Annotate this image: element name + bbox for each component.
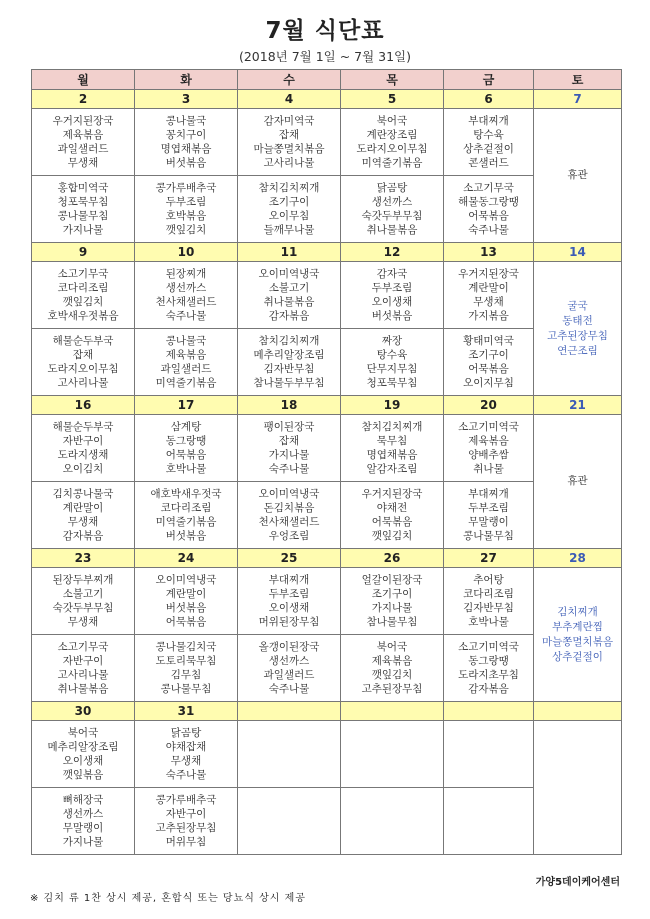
dish-item: 삼계탕 (170, 420, 202, 433)
weekday-fri: 금 (444, 70, 534, 90)
dish-item: 숙갓두부무침 (52, 602, 114, 614)
dish-item: 가지나물 (62, 224, 104, 237)
date-cell: 5 (341, 90, 444, 109)
dish-item: 추어탕 (473, 573, 504, 586)
dinner-menu-cell (341, 635, 444, 702)
dish-item: 황태미역국 (463, 334, 514, 347)
date-cell: 7 (534, 90, 622, 109)
dish-item: 감자국 (376, 267, 408, 280)
date-cell: 16 (32, 396, 135, 415)
dish-item: 참나물무침 (366, 616, 418, 629)
dish-item: 홍합미역국 (57, 181, 109, 194)
dish-item: 참치김치찌개 (258, 181, 320, 194)
date-cell: 23 (32, 549, 135, 568)
dish-item: 고사리나물 (57, 669, 109, 681)
dinner-menu-cell (135, 482, 238, 549)
dish-item: 무생채 (170, 755, 202, 767)
dish-item: 들깨무나물 (263, 224, 315, 237)
date-cell: 11 (238, 243, 341, 262)
lunch-menu-cell (135, 262, 238, 329)
dish-item: 취나물볶음 (263, 296, 315, 308)
dish-item: 오이미역냉국 (258, 487, 320, 500)
center-name: 가양5데이케어센터 (535, 877, 620, 888)
dish-item: 무생채 (473, 296, 504, 308)
dish-item: 콩가루배추국 (155, 181, 217, 194)
dish-item: 오이생채 (268, 602, 310, 614)
weekday-sat: 토 (534, 70, 622, 90)
dish-item: 무말랭이 (62, 822, 104, 834)
saturday-menu-cell (534, 568, 622, 702)
dish-item: 천사채샐러드 (258, 516, 320, 528)
dish-item: 뼈해장국 (62, 793, 104, 806)
dish-item: 호박나물 (165, 463, 207, 476)
dish-item: 버섯볶음 (165, 602, 207, 614)
dish-item: 명엽채볶음 (366, 449, 418, 461)
dish-item: 묵무침 (376, 434, 408, 447)
lunch-menu-cell (238, 568, 341, 635)
dish-item: 잡채 (72, 348, 94, 361)
date-cell: 4 (238, 90, 341, 109)
dish-item: 팽이된장국 (263, 420, 315, 433)
dish-item: 콩나물김치국 (155, 640, 217, 653)
dinner-menu-cell (135, 635, 238, 702)
dish-item: 계란말이 (62, 501, 104, 514)
dinner-menu-cell (444, 176, 534, 243)
lunch-row (32, 415, 622, 482)
dish-item: 오이김치 (62, 463, 104, 476)
weekday-mon: 월 (32, 70, 135, 90)
weekday-thu: 목 (341, 70, 444, 90)
dish-item: 제육볶음 (468, 434, 509, 447)
dinner-menu-cell (32, 329, 135, 396)
dish-item: 김자반무침 (463, 602, 514, 614)
dish-item: 도토리묵무침 (155, 654, 217, 667)
dish-item: 가지나물 (371, 602, 413, 614)
lunch-menu-cell (32, 109, 135, 176)
date-cell: 6 (444, 90, 534, 109)
dish-item: 닭곰탕 (376, 181, 408, 194)
dish-item: 콩나물무침 (57, 210, 109, 222)
dish-item: 소고기무국 (57, 267, 109, 280)
dish-item: 소고기미역국 (458, 420, 519, 433)
lunch-row (32, 262, 622, 329)
weekday-wed: 수 (238, 70, 341, 90)
saturday-menu-cell (534, 415, 622, 549)
dish-item: 메추리알장조림 (253, 348, 325, 361)
saturday-menu-cell (534, 262, 622, 396)
dinner-menu-cell (135, 788, 238, 855)
weekday-tue: 화 (135, 70, 238, 90)
dish-item: 소불고기 (62, 587, 104, 600)
dinner-menu-cell (135, 176, 238, 243)
date-cell: 21 (534, 396, 622, 415)
dish-item: 김치찌개 (557, 605, 598, 618)
dish-item: 해물순두부국 (52, 334, 114, 347)
dish-item: 소고기미역국 (458, 640, 519, 653)
dinner-menu-cell (32, 788, 135, 855)
dish-item: 북어국 (376, 114, 408, 127)
date-cell: 14 (534, 243, 622, 262)
lunch-menu-cell (32, 721, 135, 788)
date-cell: 27 (444, 549, 534, 568)
dish-item: 메추리알장조림 (47, 740, 119, 753)
dish-item: 깻잎김치 (371, 669, 413, 681)
lunch-menu-cell (238, 415, 341, 482)
dish-item: 동태전 (562, 314, 593, 327)
dish-item: 제육볶음 (165, 348, 207, 361)
date-cell: 10 (135, 243, 238, 262)
dish-item: 애호박새우젓국 (150, 487, 222, 500)
dish-item: 해물동그랑땡 (458, 195, 519, 208)
dish-item: 조기구이 (468, 348, 509, 361)
dinner-row (32, 329, 622, 396)
dish-item: 고사리나물 (263, 157, 315, 170)
date-cell: 9 (32, 243, 135, 262)
dish-item: 짜장 (381, 334, 403, 347)
lunch-menu-cell (32, 568, 135, 635)
dish-item: 콘샐러드 (468, 157, 509, 170)
dish-item: 우거지된장국 (458, 267, 519, 280)
date-cell: 13 (444, 243, 534, 262)
dinner-row (32, 176, 622, 243)
dish-item: 가지나물 (268, 449, 310, 461)
empty-cell (238, 721, 341, 788)
dish-item: 가지나물 (62, 836, 104, 849)
dish-item: 버섯볶음 (165, 157, 207, 170)
dish-item: 취나물 (473, 463, 504, 476)
date-row (32, 396, 622, 415)
dish-item: 참치김치찌개 (258, 334, 320, 347)
dish-item: 숙갓두부무침 (361, 210, 423, 222)
lunch-menu-cell (238, 109, 341, 176)
dish-item: 가지볶음 (468, 310, 509, 323)
dish-item: 오이지무침 (463, 377, 514, 390)
dish-item: 어묵볶음 (165, 449, 207, 461)
dinner-menu-cell (32, 482, 135, 549)
dish-item: 야채잡채 (165, 740, 207, 753)
dish-item: 마늘쫑멸치볶음 (253, 143, 325, 155)
dish-item: 단무지무침 (366, 363, 418, 375)
dish-item: 부추계란찜 (552, 620, 603, 633)
dish-item: 우거지된장국 (361, 487, 423, 500)
dish-item: 오이생채 (371, 296, 413, 308)
dish-item: 감자볶음 (468, 683, 509, 696)
dish-item: 숙주나물 (268, 463, 310, 476)
empty-cell (341, 788, 444, 855)
dish-item: 마늘쫑멸치볶음 (541, 635, 613, 648)
date-range-subtitle: (2018년 7월 1일 ~ 7월 31일) (238, 49, 412, 64)
dish-item: 된장두부찌개 (52, 573, 114, 586)
dish-item: 생선까스 (371, 195, 413, 208)
dish-item: 미역줄기볶음 (155, 377, 217, 390)
date-cell: 28 (534, 549, 622, 568)
lunch-menu-cell (135, 721, 238, 788)
lunch-menu-cell (444, 262, 534, 329)
page-title: 7월 식단표 (265, 18, 385, 44)
dish-item: 생선까스 (62, 807, 104, 820)
date-cell: 18 (238, 396, 341, 415)
dish-item: 계란장조림 (366, 128, 418, 141)
dish-item: 소고기무국 (57, 640, 109, 653)
closed-label: 휴관 (567, 169, 588, 181)
dish-item: 얼갈이된장국 (361, 573, 423, 586)
dish-item: 과일샐러드 (160, 363, 212, 375)
dish-item: 두부조림 (468, 501, 509, 514)
dish-item: 콩나물무침 (463, 530, 514, 543)
lunch-menu-cell (341, 568, 444, 635)
date-cell: 30 (32, 702, 135, 721)
date-cell: 31 (135, 702, 238, 721)
dinner-menu-cell (135, 329, 238, 396)
dinner-menu-cell (444, 482, 534, 549)
lunch-menu-cell (341, 262, 444, 329)
dinner-row (32, 635, 622, 702)
lunch-menu-cell (444, 109, 534, 176)
dish-item: 북어국 (376, 640, 408, 653)
dish-item: 조기구이 (371, 587, 413, 600)
dish-item: 콩가루배추국 (155, 793, 217, 806)
dish-item: 소불고기 (268, 281, 310, 294)
date-cell: 26 (341, 549, 444, 568)
footnote: ※ 김치 류 1찬 상시 제공, 혼합식 또는 당뇨식 상시 제공 (30, 893, 306, 904)
dish-item: 무생채 (67, 157, 99, 170)
menu-table (31, 69, 622, 855)
dish-item: 고추된장무침 (155, 822, 217, 834)
dish-item: 숙주나물 (165, 769, 207, 782)
dish-item: 감자볶음 (268, 310, 310, 323)
dish-item: 부대찌개 (468, 114, 509, 127)
empty-cell (341, 721, 444, 788)
lunch-menu-cell (135, 109, 238, 176)
dish-item: 소고기무국 (463, 181, 514, 194)
dish-item: 머위된장무침 (258, 616, 320, 629)
dish-item: 북어국 (67, 726, 99, 739)
dish-item: 생선까스 (268, 654, 310, 667)
dish-item: 천사채샐러드 (155, 296, 217, 308)
lunch-row (32, 721, 622, 788)
weekday-header-row (32, 70, 622, 90)
dinner-menu-cell (238, 176, 341, 243)
dish-item: 야채전 (376, 501, 408, 514)
dinner-menu-cell (444, 329, 534, 396)
dish-item: 연근조림 (557, 344, 598, 357)
dish-item: 고추된장무침 (547, 329, 608, 342)
dish-item: 고추된장무침 (361, 683, 423, 696)
dish-item: 호박볶음 (165, 210, 207, 222)
lunch-menu-cell (444, 415, 534, 482)
dish-item: 청포묵무침 (366, 377, 418, 390)
dish-item: 청포묵무침 (57, 195, 109, 208)
lunch-menu-cell (32, 262, 135, 329)
dish-item: 김무침 (170, 669, 202, 681)
date-row (32, 243, 622, 262)
dish-item: 호박새우젓볶음 (47, 310, 119, 323)
dish-item: 오이무침 (268, 210, 310, 222)
lunch-menu-cell (341, 109, 444, 176)
dinner-row (32, 482, 622, 549)
lunch-menu-cell (135, 415, 238, 482)
dish-item: 잡채 (278, 434, 300, 447)
dish-item: 도라지초무침 (458, 669, 519, 681)
dinner-menu-cell (341, 482, 444, 549)
closed-label: 휴관 (567, 475, 588, 487)
dish-item: 부대찌개 (468, 487, 509, 500)
date-row (32, 90, 622, 109)
dish-item: 자반구이 (62, 654, 104, 667)
dish-item: 동그랑땡 (468, 654, 509, 667)
dinner-menu-cell (238, 482, 341, 549)
dish-item: 올갱이된장국 (258, 640, 320, 653)
dish-item: 해물순두부국 (52, 420, 114, 433)
dish-item: 양배추쌈 (468, 449, 509, 461)
dish-item: 두부조림 (268, 587, 310, 600)
dish-item: 두부조림 (371, 281, 413, 294)
dish-item: 자반구이 (62, 434, 104, 447)
dish-item: 계란말이 (468, 281, 509, 294)
date-cell: 24 (135, 549, 238, 568)
dish-item: 무생채 (67, 616, 99, 629)
dish-item: 어묵볶음 (165, 616, 207, 629)
dinner-menu-cell (32, 635, 135, 702)
dish-item: 도라지오이무침 (356, 143, 428, 155)
date-cell (341, 702, 444, 721)
dinner-menu-cell (341, 176, 444, 243)
dish-item: 코다리조림 (57, 281, 109, 294)
dish-item: 무말랭이 (468, 516, 509, 528)
lunch-row (32, 109, 622, 176)
lunch-menu-cell (341, 415, 444, 482)
date-cell: 12 (341, 243, 444, 262)
dish-item: 오이미역냉국 (155, 573, 217, 586)
dish-item: 숙주나물 (165, 310, 207, 323)
lunch-menu-cell (238, 262, 341, 329)
date-cell (238, 702, 341, 721)
lunch-row (32, 568, 622, 635)
saturday-menu-cell (534, 109, 622, 243)
dish-item: 조기구이 (268, 195, 310, 208)
dinner-menu-cell (341, 329, 444, 396)
empty-cell (444, 788, 534, 855)
date-cell: 2 (32, 90, 135, 109)
dinner-row (32, 788, 622, 855)
dish-item: 미역줄기볶음 (155, 516, 217, 528)
dish-item: 숙주나물 (468, 224, 509, 237)
dish-item: 제육볶음 (371, 654, 413, 667)
dish-item: 도라지생채 (57, 449, 109, 461)
dish-item: 명엽채볶음 (160, 143, 212, 155)
dish-item: 머위무침 (165, 836, 207, 849)
dinner-menu-cell (444, 635, 534, 702)
dish-item: 상추겉절이 (552, 650, 603, 663)
dish-item: 감자볶음 (62, 530, 104, 543)
date-cell: 3 (135, 90, 238, 109)
dish-item: 탕수육 (376, 348, 408, 361)
date-cell: 19 (341, 396, 444, 415)
date-cell: 20 (444, 396, 534, 415)
dish-item: 꽁치구이 (165, 128, 207, 141)
dish-item: 잡채 (278, 128, 300, 141)
empty-cell (444, 721, 534, 788)
dish-item: 김자반무침 (263, 363, 315, 375)
empty-cell (534, 721, 622, 855)
date-cell (534, 702, 622, 721)
menu-body (32, 90, 622, 855)
dish-item: 미역줄기볶음 (361, 157, 423, 170)
dish-item: 콩나물국 (165, 114, 207, 127)
dish-item: 탕수육 (473, 128, 504, 141)
date-row (32, 549, 622, 568)
dish-item: 돈김치볶음 (263, 501, 315, 514)
dish-item: 과일샐러드 (263, 669, 315, 681)
date-cell: 17 (135, 396, 238, 415)
dish-item: 과일샐러드 (57, 143, 109, 155)
dish-item: 도라지오이무침 (47, 363, 119, 375)
dish-item: 무생채 (67, 516, 99, 528)
dish-item: 취나물볶음 (366, 224, 418, 237)
dish-item: 제육볶음 (62, 128, 104, 141)
dinner-menu-cell (32, 176, 135, 243)
date-cell (444, 702, 534, 721)
dish-item: 어묵볶음 (371, 516, 413, 528)
dish-item: 상추겉절이 (463, 143, 514, 155)
dish-item: 동그랑땡 (165, 434, 207, 447)
dish-item: 어묵볶음 (468, 210, 509, 222)
dish-item: 생선까스 (165, 281, 207, 294)
dish-item: 깻잎김치 (62, 296, 104, 308)
lunch-menu-cell (32, 415, 135, 482)
dinner-menu-cell (238, 635, 341, 702)
dish-item: 코다리조림 (160, 501, 212, 514)
empty-cell (238, 788, 341, 855)
dish-item: 우거지된장국 (52, 114, 114, 127)
dish-item: 콩나물무침 (160, 683, 212, 696)
dish-item: 고사리나물 (57, 377, 109, 390)
dish-item: 부대찌개 (268, 573, 310, 586)
dish-item: 취나물볶음 (57, 683, 109, 696)
dish-item: 깻잎김치 (165, 224, 207, 237)
dish-item: 버섯볶음 (165, 530, 207, 543)
dish-item: 굴국 (567, 299, 588, 312)
dish-item: 호박나물 (468, 616, 509, 629)
dinner-menu-cell (238, 329, 341, 396)
date-row (32, 702, 622, 721)
dish-item: 오이미역냉국 (258, 267, 320, 280)
dish-item: 코다리조림 (463, 587, 514, 600)
dish-item: 깻잎김치 (371, 530, 413, 543)
dish-item: 참나물두부무침 (253, 377, 325, 390)
dish-item: 콩나물국 (165, 334, 207, 347)
dish-item: 감자미역국 (263, 114, 315, 127)
dish-item: 오이생채 (62, 755, 104, 767)
dish-item: 두부조림 (165, 195, 207, 208)
date-cell: 25 (238, 549, 341, 568)
dish-item: 닭곰탕 (170, 726, 202, 739)
lunch-menu-cell (444, 568, 534, 635)
lunch-menu-cell (135, 568, 238, 635)
dish-item: 알감자조림 (366, 463, 418, 476)
dish-item: 참치김치찌개 (361, 420, 423, 433)
dish-item: 된장찌개 (165, 267, 207, 280)
dish-item: 자반구이 (165, 807, 207, 820)
dish-item: 김치콩나물국 (52, 487, 114, 500)
dish-item: 어묵볶음 (468, 363, 509, 375)
dish-item: 깻잎볶음 (62, 769, 104, 782)
dish-item: 계란말이 (165, 587, 207, 600)
dish-item: 숙주나물 (268, 683, 310, 696)
dish-item: 우엉조림 (268, 530, 310, 543)
dish-item: 버섯볶음 (371, 310, 413, 323)
